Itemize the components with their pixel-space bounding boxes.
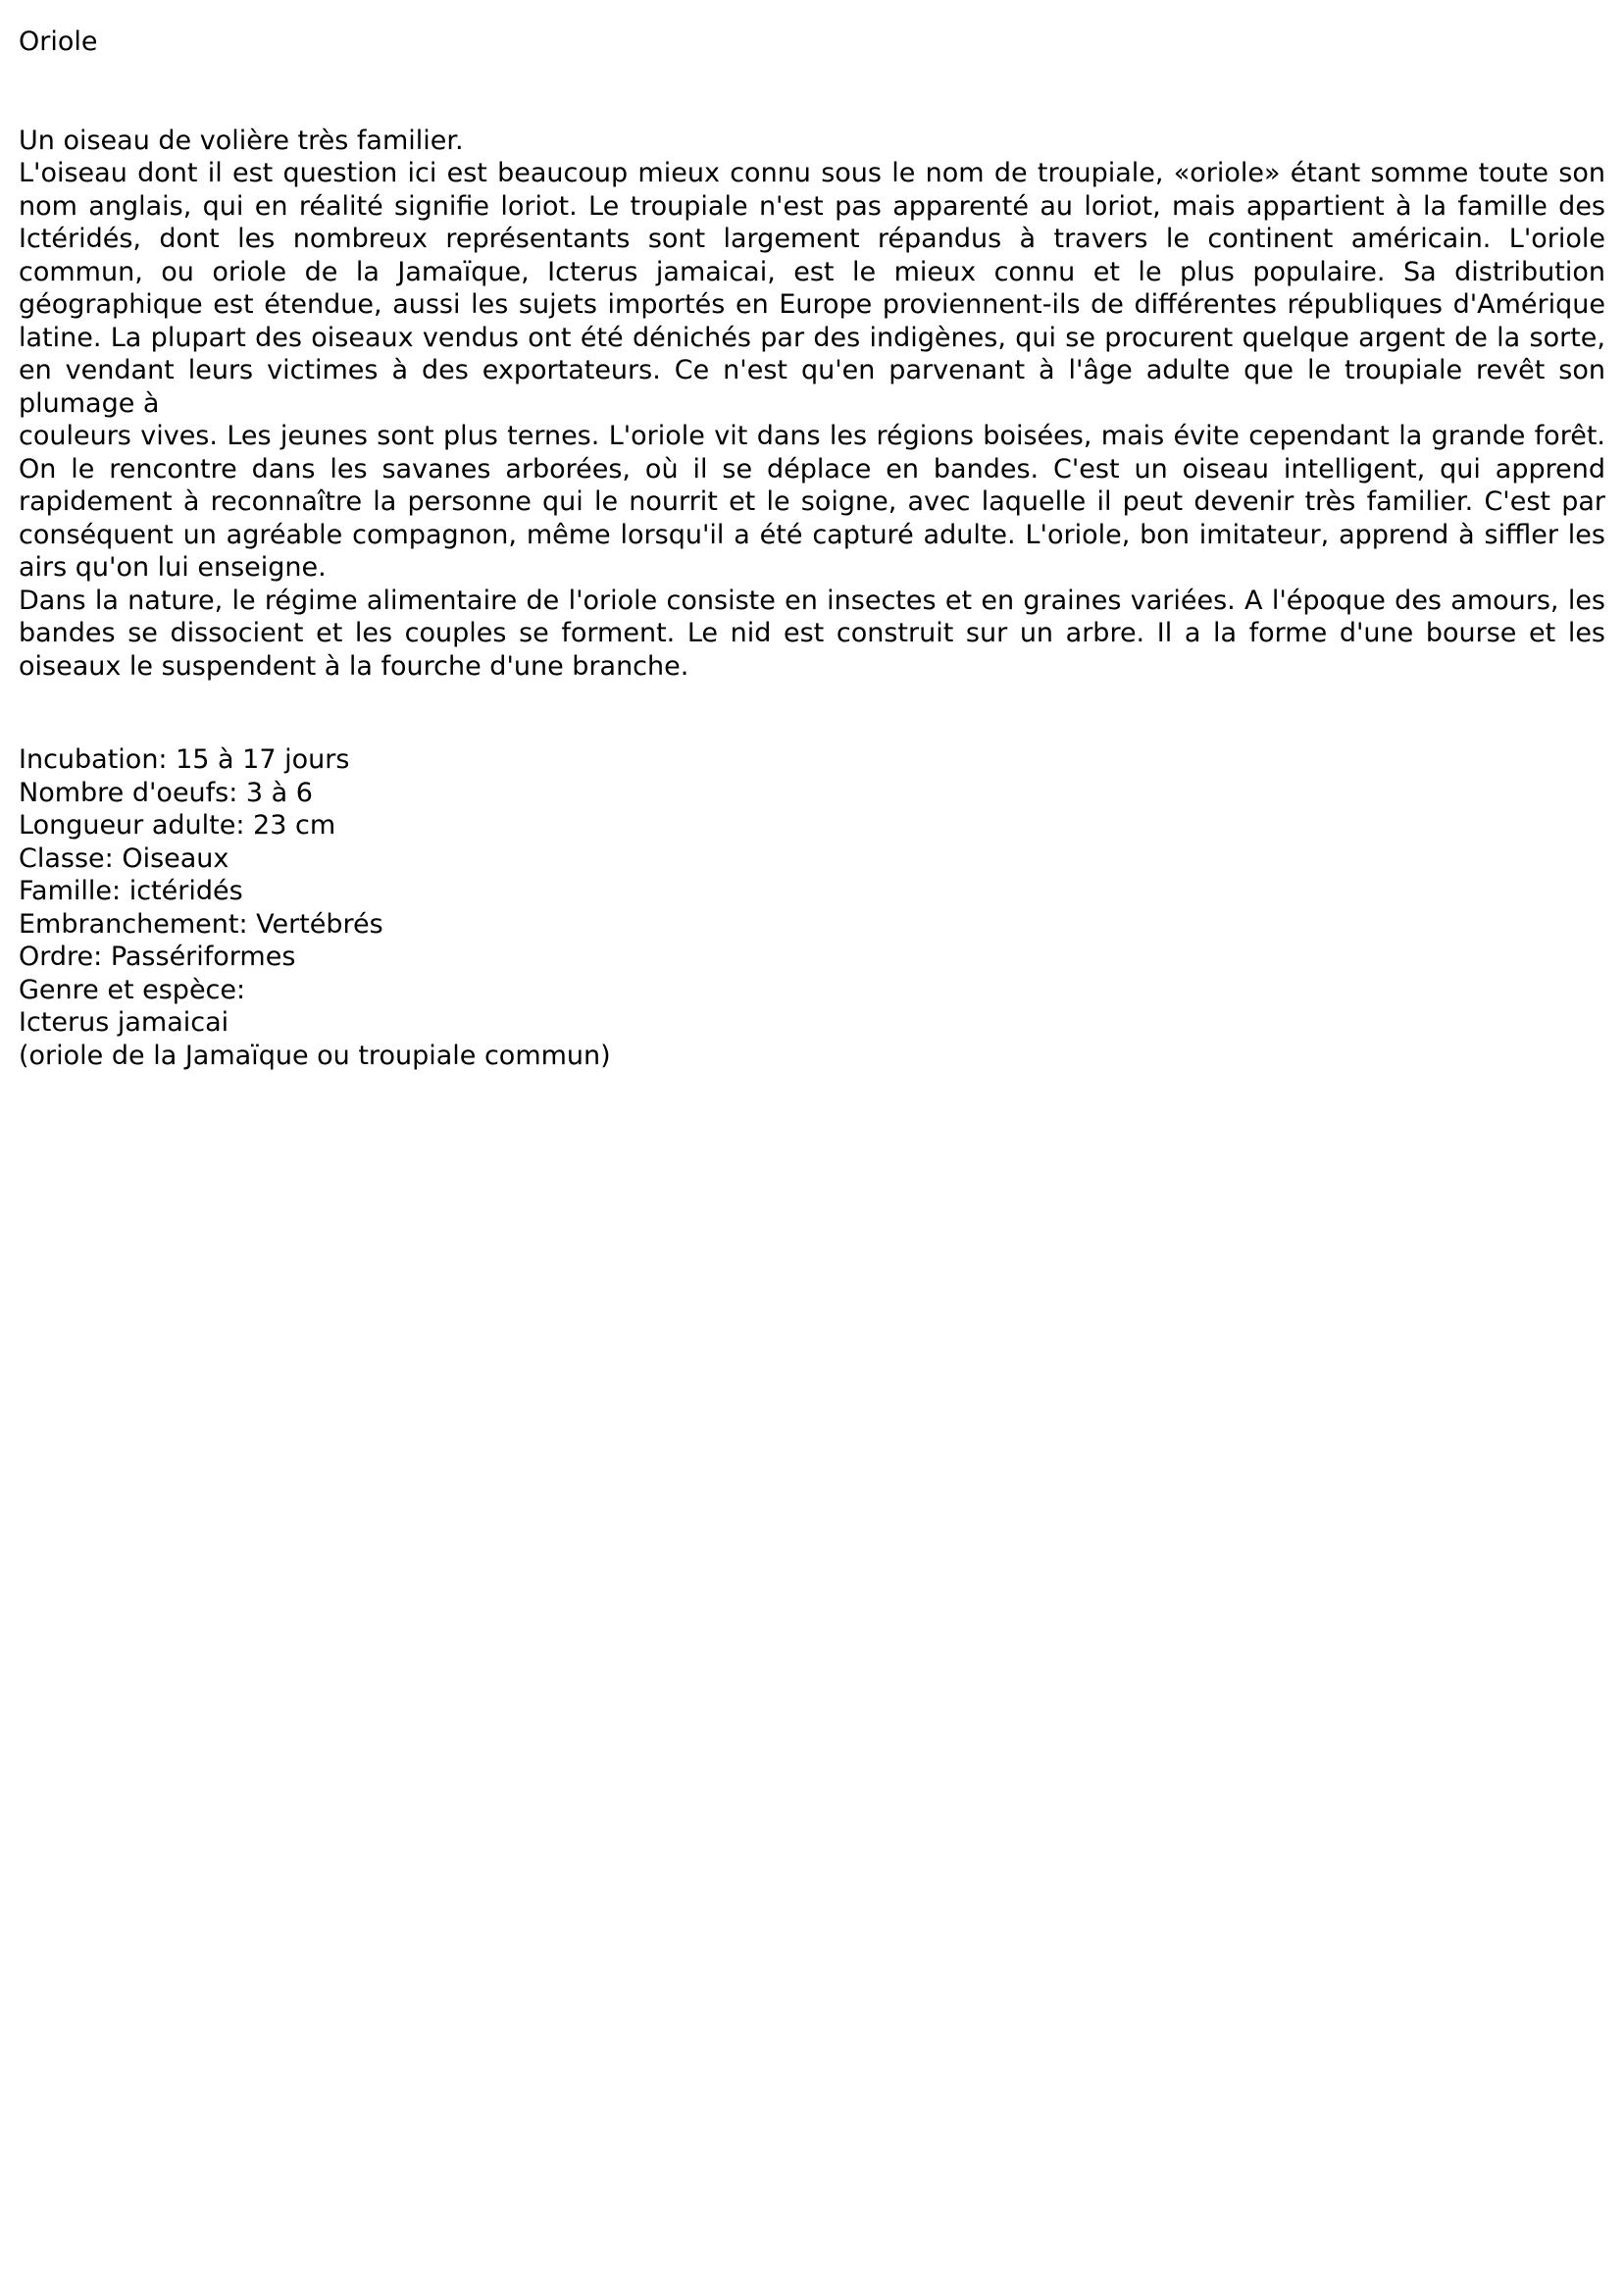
fact-genus-species-label: Genre et espèce: — [19, 974, 246, 1005]
document-subtitle: Un oiseau de volière très familier. — [19, 125, 464, 156]
fact-family: Famille: ictéridés — [19, 876, 243, 906]
fact-common-names: (oriole de la Jamaïque ou troupiale commun) — [19, 1040, 611, 1071]
paragraph-3: Dans la nature, le régime alimentaire de l'oriole consiste en insectes et en graines variées. A l'époque des amours, les bandes se dissocient et les couples se forment. Le nid est construit sur un arbre. Il a la forme d'une bourse et les oiseaux le suspendent à la fourche d'une branche. — [19, 585, 1605, 682]
paragraph-1: L'oiseau dont il est question ici est beaucoup mieux connu sous le nom de troupiale, «oriole» étant somme toute son nom anglais, qui en réalité signifie loriot. Le troupiale n'est pas apparenté au loriot, mais appartient à la famille des Ictéridés, dont les nombreux représentants sont largement répandus à travers le continent américain. L'oriole commun, ou oriole de la Jamaïque, Icterus jamaicai, est le mieux connu et le plus populaire. Sa distribution géographique est étendue, aussi les sujets importés en Europe proviennent-ils de différentes républiques d'Amérique latine. La plupart des oiseaux vendus ont été dénichés par des indigènes, qui se procurent quelque argent de la sorte, en vendant leurs victimes à des exportateurs. Ce n'est qu'en parvenant à l'âge adulte que le troupiale revêt son plumage à — [19, 158, 1605, 419]
fact-sheet — [19, 743, 1605, 1072]
paragraph-2: couleurs vives. Les jeunes sont plus ternes. L'oriole vit dans les régions boisées, mais évite cependant la grande forêt. On le rencontre dans les savanes arborées, où il se déplace en bandes. C'est un oiseau intelligent, qui apprend rapidement à reconnaître la personne qui le nourrit et le soigne, avec laquelle il peut devenir très familier. C'est par conséquent un agréable compagnon, même lorsqu'il a été capturé adulte. L'oriole, bon imitateur, apprend à siffler les airs qu'on lui enseigne. — [19, 421, 1605, 583]
fact-class: Classe: Oiseaux — [19, 842, 229, 874]
fact-order: Ordre: Passériformes — [19, 942, 296, 972]
document-body — [19, 125, 1605, 684]
fact-scientific-name: Icterus jamaicai — [19, 1007, 229, 1038]
document-page — [19, 25, 1605, 1072]
document-title: Oriole — [19, 26, 98, 57]
fact-adult-length: Longueur adulte: 23 cm — [19, 810, 336, 841]
fact-egg-count: Nombre d'oeufs: 3 à 6 — [19, 777, 313, 808]
fact-phylum: Embranchement: Vertébrés — [19, 908, 383, 940]
fact-incubation: Incubation: 15 à 17 jours — [19, 744, 350, 775]
